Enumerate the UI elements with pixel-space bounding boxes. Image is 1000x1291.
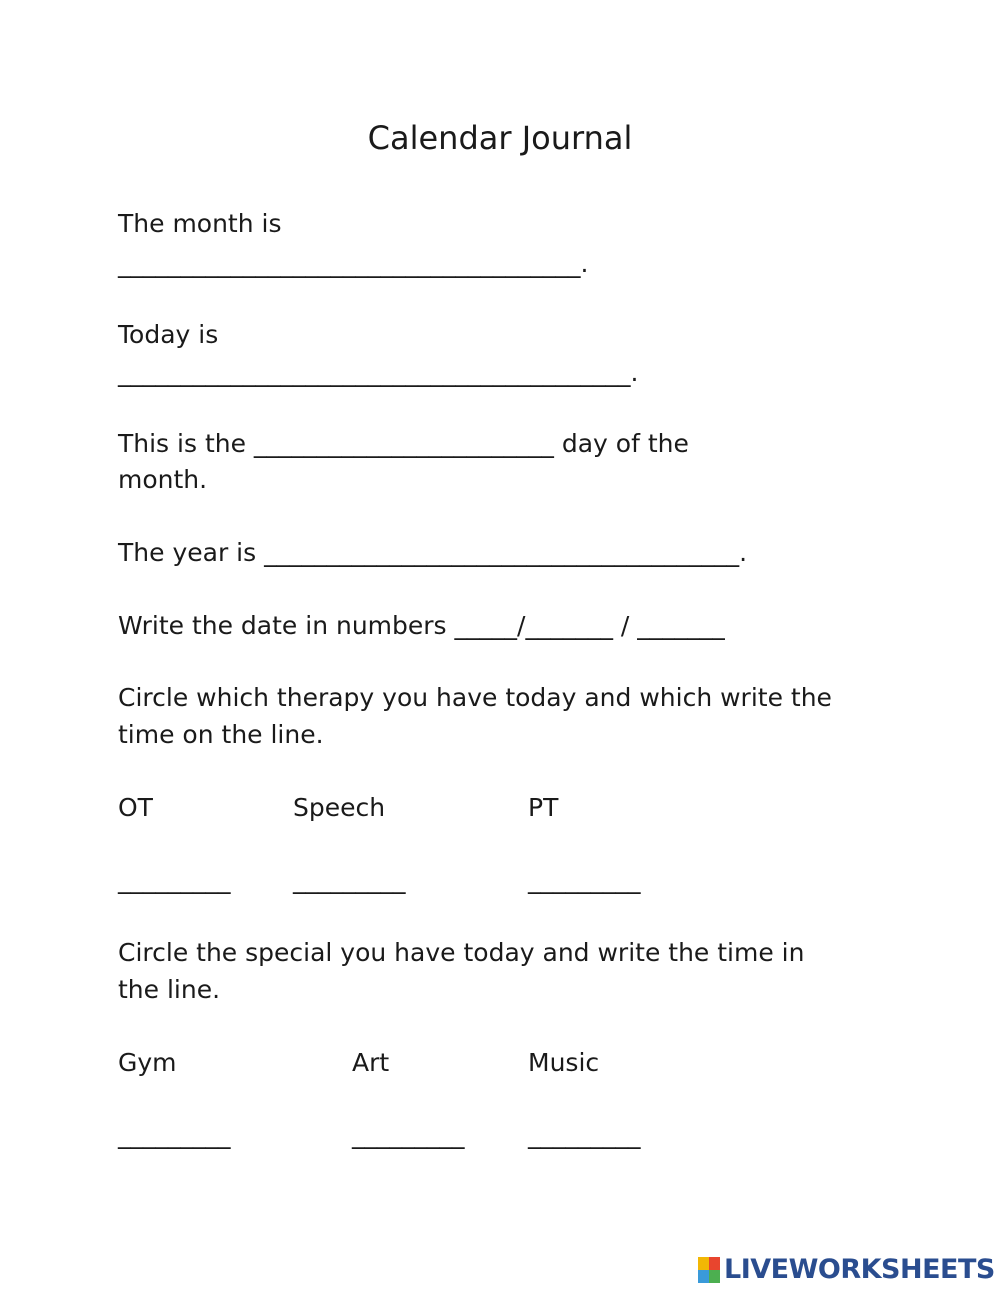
day-of-month-prompt[interactable]: This is the ________________________ day of the — [118, 429, 689, 458]
therapy-time-line-pt[interactable]: _________ — [528, 865, 641, 894]
day-of-month-prompt-cont: month. — [118, 465, 208, 494]
special-option-art[interactable]: Art — [352, 1048, 390, 1077]
therapy-option-ot[interactable]: OT — [118, 793, 153, 822]
liveworksheets-logo — [698, 1254, 995, 1286]
month-label: The month is — [118, 209, 282, 238]
watermark-text: LIVEWORKSHEETS — [724, 1254, 995, 1285]
therapy-option-pt[interactable]: PT — [528, 793, 559, 822]
page-title: Calendar Journal — [367, 119, 633, 157]
today-label: Today is — [118, 320, 219, 349]
therapy-time-line-speech[interactable]: _________ — [293, 865, 406, 894]
year-prompt[interactable]: The year is ______________________________________. — [118, 538, 748, 567]
date-numbers-prompt[interactable]: Write the date in numbers _____/_______ / _______ — [118, 611, 725, 640]
liveworksheets-blocks-icon — [698, 1257, 720, 1283]
today-answer-line[interactable]: _________________________________________. — [118, 358, 639, 387]
special-option-music[interactable]: Music — [528, 1048, 600, 1077]
therapy-instruction: Circle which therapy you have today and which write the — [118, 683, 832, 712]
therapy-time-line-ot[interactable]: _________ — [118, 865, 231, 894]
special-instruction: Circle the special you have today and write the time in — [118, 938, 805, 967]
special-time-line-art[interactable]: _________ — [352, 1120, 465, 1149]
month-answer-line[interactable]: _____________________________________. — [118, 249, 589, 278]
special-time-line-gym[interactable]: _________ — [118, 1120, 231, 1149]
special-option-gym[interactable]: Gym — [118, 1048, 177, 1077]
special-time-line-music[interactable]: _________ — [528, 1120, 641, 1149]
therapy-option-speech[interactable]: Speech — [293, 793, 386, 822]
therapy-instruction-cont: time on the line. — [118, 720, 324, 749]
special-instruction-cont: the line. — [118, 975, 221, 1004]
